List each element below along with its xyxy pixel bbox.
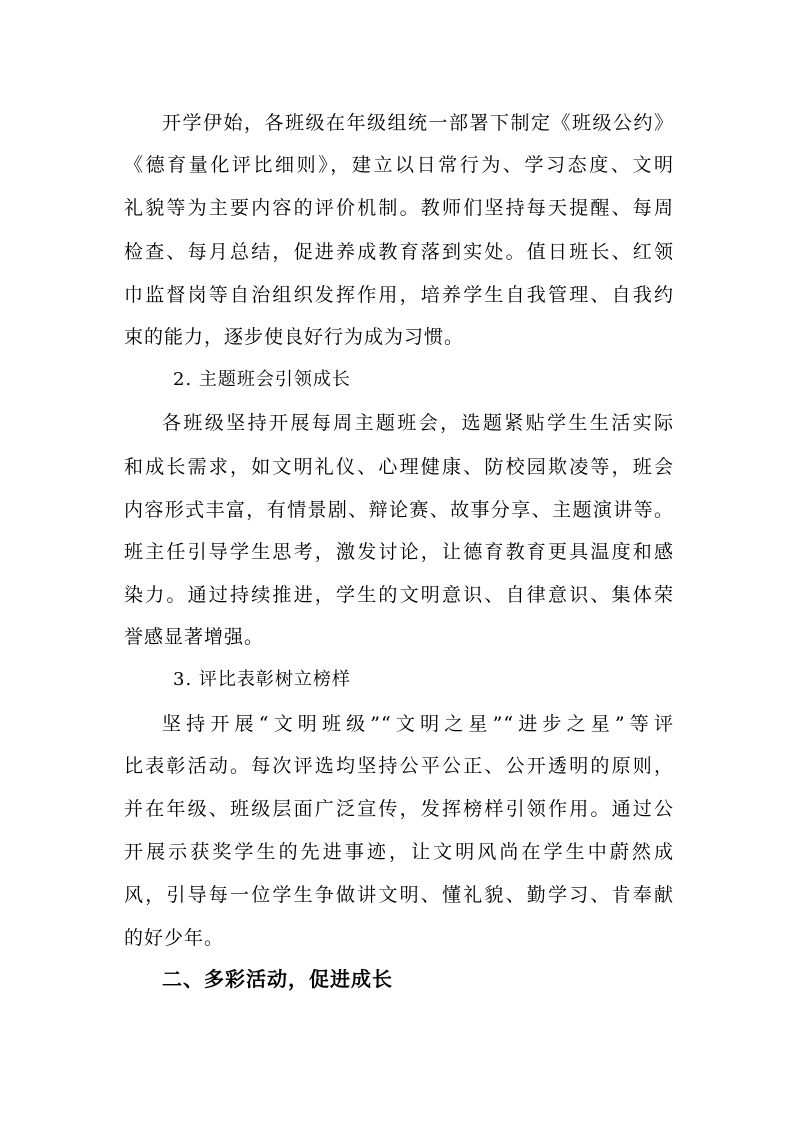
section-heading: 3. 评比表彰树立榜样 bbox=[173, 669, 351, 690]
paragraph-line: 内容形式丰富，有情景剧、辩论赛、故事分享、主题演讲等。 bbox=[124, 499, 674, 521]
paragraph-line: 检查、每月总结，促进养成教育落到实处。值日班长、红领 bbox=[124, 241, 674, 263]
paragraph-line: 巾监督岗等自治组织发挥作用，培养学生自我管理、自我约 bbox=[124, 284, 674, 306]
paragraph-line: 和成长需求，如文明礼仪、心理健康、防校园欺凌等，班会 bbox=[124, 456, 674, 478]
part-heading: 二、多彩活动，促进成长 bbox=[162, 967, 393, 991]
paragraph-line: 束的能力，逐步使良好行为成为习惯。 bbox=[124, 326, 465, 348]
paragraph-line: 誉感显著增强。 bbox=[124, 626, 265, 648]
paragraph-line: 各班级坚持开展每周主题班会，选题紧贴学生生活实际 bbox=[162, 412, 674, 434]
paragraph-line: 风，引导每一位学生争做讲文明、懂礼貌、勤学习、肯奉献 bbox=[124, 884, 674, 906]
paragraph-line: 坚持开展“文明班级”“文明之星”“进步之星”等评 bbox=[162, 713, 674, 735]
paragraph-line: 礼貌等为主要内容的评价机制。教师们坚持每天提醒、每周 bbox=[124, 197, 674, 219]
paragraph-line: 《德育量化评比细则》，建立以日常行为、学习态度、文明 bbox=[124, 154, 674, 176]
paragraph-line: 的好少年。 bbox=[124, 927, 225, 949]
paragraph-line: 开展示获奖学生的先进事迹，让文明风尚在学生中蔚然成 bbox=[124, 841, 674, 863]
paragraph-line: 并在年级、班级层面广泛宣传，发挥榜样引领作用。通过公 bbox=[124, 798, 674, 820]
paragraph-line: 开学伊始，各班级在年级组统一部署下制定《班级公约》 bbox=[162, 112, 674, 134]
paragraph-line: 班主任引导学生思考，激发讨论，让德育教育更具温度和感 bbox=[124, 541, 674, 563]
paragraph-line: 染力。通过持续推进，学生的文明意识、自律意识、集体荣 bbox=[124, 584, 674, 606]
section-heading: 2. 主题班会引领成长 bbox=[173, 369, 351, 390]
paragraph-line: 比表彰活动。每次评选均坚持公平公正、公开透明的原则， bbox=[124, 755, 674, 777]
